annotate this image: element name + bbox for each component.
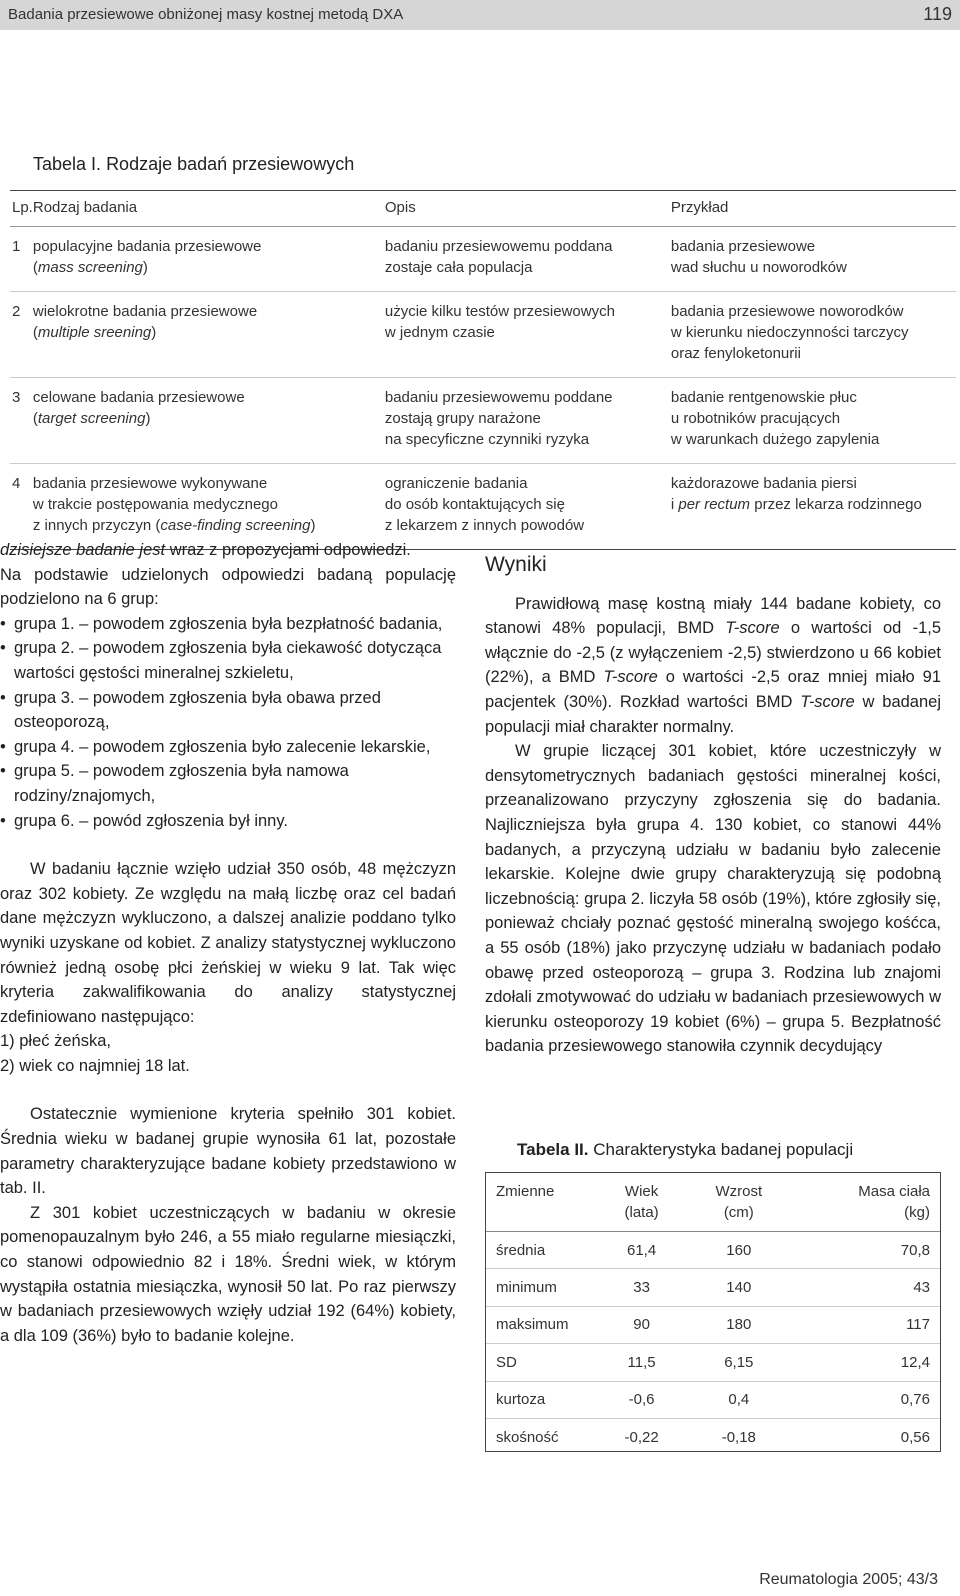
screening-types-table <box>10 190 956 550</box>
cell-mass: 70,8 <box>792 1232 940 1269</box>
row-example: badanie rentgenowskie płuc u robotników pracujących w warunkach dużego zapylenia <box>671 378 956 464</box>
cell-age: 90 <box>598 1306 685 1343</box>
table1-header-row <box>10 191 956 227</box>
table1-header-example: Przykład <box>671 191 956 227</box>
paragraph: W badaniu łącznie wzięło udział 350 osób, 48 mężczyzn oraz 302 kobiety. Ze względu na małą liczbę oraz cel badań dane mężczyzn wykluczono, a dalszej analizie poddano tylko wyniki uzyskane od kobiet. Z analizy statystycznej wykluczono również jedną osobę płci żeńskiej w wieku 9 lat. Tak więc kryteria zakwalifikowania do analizy statystycznej zdefiniowano następująco: <box>0 860 456 1026</box>
table2-caption-label: Tabela II. <box>517 1140 589 1159</box>
table-row <box>10 227 956 292</box>
table-row <box>10 464 956 550</box>
criterion: 2) wiek co najmniej 18 lat. <box>0 1056 190 1075</box>
table-row <box>10 378 956 464</box>
table1-caption <box>33 154 354 175</box>
table-row <box>486 1306 940 1343</box>
cell-age: -0,22 <box>624 1428 659 1446</box>
paragraph: Z 301 kobiet uczestniczących w badaniu w okresie pomenopauzalnym było 246, a 55 miało regularne miesiączki, co stanowi odpowiednio 82 i 18%. Średni wiek, w którym wystąpiła ostatnia miesiączka, wynosił 50 lat. Po raz pierwszy w badaniach przesiewowych wzięły udział 192 (64%) kobiety, a dla 109 (36%) było to badanie kolejne. <box>0 1203 456 1345</box>
running-header <box>0 0 960 30</box>
paragraph: Ostatecznie wymienione kryteria spełniło 301 kobiet. Średnia wieku w badanej grupie wynosiła 61 lat, pozostałe parametry charakteryzujące badane kobiety przedstawiono w tab. II. <box>0 1105 456 1198</box>
row-desc: badaniu przesiewowemu poddana zostaje cała populacja <box>385 227 671 292</box>
list-item: • grupa 4. – powodem zgłoszenia było zalecenie lekarskie, <box>0 735 456 760</box>
page-number: 119 <box>923 4 952 24</box>
row-example: każdorazowe badania piersi i per rectum przez lekarza rodzinnego <box>671 464 956 550</box>
list-item: • grupa 1. – powodem zgłoszenia była bezpłatność badania, <box>0 612 456 637</box>
table1-header-lp: Lp. <box>10 191 33 227</box>
groups-list <box>0 612 456 833</box>
row-type: celowane badania przesiewowe (target screening) <box>33 378 385 464</box>
row-lp: 1 <box>10 227 33 292</box>
population-table-box <box>485 1172 941 1452</box>
cell-age: -0,6 <box>598 1381 685 1418</box>
row-lp: 2 <box>10 292 33 378</box>
row-example: badania przesiewowe wad słuchu u noworodków <box>671 227 956 292</box>
paragraph: W grupie liczącej 301 kobiet, które uczestniczyły w densytometrycznych badaniach gęstości mineralnej kości, przeanalizowano przyczyny zgłoszenia się do badania. Najliczniejsza była grupa 4. 130 kobiet, co stanowi 44% badanych, a przyczyną udziału w badaniu było zalecenie lekarskie. Kolejne dwie grupy charakteryzują się podobną liczebnością: grupa 2. liczyła 58 osób (19%), które zgłosiły się, ponieważ chciały poznać gęstość mineralną swojego kośćca, a 55 osób (18%) jako przyczynę udziału w badaniach podało obawę przed osteoporozą – grupa 3. Rodzina lub znajomi zdołali zmotywować do udziału w badaniach przesiewowych w kierunku osteoporozy 19 kobiet (6%) – grupa 5. Bezpłatność badania przesiewowego stanowiła czynnik decydujący <box>485 742 941 1056</box>
table-row <box>486 1232 940 1269</box>
criterion: 1) płeć żeńska, <box>0 1032 111 1051</box>
row-desc: użycie kilku testów przesiewowych w jednym czasie <box>385 292 671 378</box>
right-column <box>485 553 941 1059</box>
row-label: skośność <box>496 1428 559 1446</box>
list-item: • grupa 2. – powodem zgłoszenia była ciekawość dotycząca wartości gęstości mineralnej szkieletu, <box>0 636 456 685</box>
table1-header-type: Rodzaj badania <box>33 191 385 227</box>
cell-mass: 43 <box>792 1269 940 1306</box>
table2-header-mass: Masa ciała (kg) <box>792 1173 940 1232</box>
list-item: • grupa 6. – powód zgłoszenia był inny. <box>0 809 456 834</box>
cell-mass: 12,4 <box>792 1344 940 1381</box>
section-heading: Wyniki <box>485 553 547 576</box>
row-type: badania przesiewowe wykonywane w trakcie postępowania medycznego z innych przyczyn (case-finding screening) <box>33 464 385 550</box>
cell-height: 0,4 <box>685 1381 792 1418</box>
running-title: Badania przesiewowe obniżonej masy kostnej metodą DXA <box>8 6 404 23</box>
row-lp: 3 <box>10 378 33 464</box>
row-label: maksimum <box>486 1306 598 1343</box>
left-column <box>0 538 456 1348</box>
cell-mass: 0,76 <box>792 1381 940 1418</box>
cell-age: 33 <box>598 1269 685 1306</box>
row-desc: ograniczenie badania do osób kontaktujących się z lekarzem z innych powodów <box>385 464 671 550</box>
row-example: badania przesiewowe noworodków w kierunku niedoczynności tarczycy oraz fenyloketonurii <box>671 292 956 378</box>
table1-caption-label: Tabela I. <box>33 154 102 174</box>
row-label: średnia <box>486 1232 598 1269</box>
table2-caption <box>517 1140 853 1160</box>
table2-header-row <box>486 1173 940 1232</box>
cell-height: 140 <box>685 1269 792 1306</box>
table1-header-desc: Opis <box>385 191 671 227</box>
table2-caption-text: Charakterystyka badanej populacji <box>593 1140 854 1159</box>
cell-height: -0,18 <box>721 1428 756 1446</box>
row-lp: 4 <box>10 464 33 550</box>
table-row <box>486 1381 940 1418</box>
type-line: populacyjne badania przesiewowe <box>32 238 262 255</box>
journal-footer: Reumatologia 2005; 43/3 <box>759 1571 938 1588</box>
paragraph: Prawidłową masę kostną miały 144 badane kobiety, co stanowi 48% populacji, BMD T-score o wartości od -1,5 włącznie do -2,5 (z wyłączeniem -2,5) stwierdzono u 66 kobiet (22%), a BMD T-score o wartości -2,5 oraz mniej miało 91 pacjentek (30%). Rozkład wartości BMD T-score w badanej populacji miał charakter normalny. <box>485 594 942 736</box>
table-row <box>486 1344 940 1381</box>
cell-age: 11,5 <box>598 1344 685 1381</box>
table2-header-height: Wzrost (cm) <box>685 1173 792 1232</box>
row-label: kurtoza <box>486 1381 598 1418</box>
cell-height: 6,15 <box>685 1344 792 1381</box>
table-row <box>486 1418 940 1455</box>
row-type: wielokrotne badania przesiewowe (multiple sreening) <box>33 292 385 378</box>
cell-mass: 117 <box>792 1306 940 1343</box>
paragraph: Na podstawie udzielonych odpowiedzi badaną populację podzielono na 6 grup: <box>0 565 456 609</box>
list-item: • grupa 3. – powodem zgłoszenia była obawa przed osteoporozą, <box>0 686 456 735</box>
row-label: minimum <box>486 1269 598 1306</box>
cell-height: 180 <box>685 1306 792 1343</box>
table1-caption-text: Rodzaje badań przesiewowych <box>106 154 355 174</box>
row-label: SD <box>486 1344 598 1381</box>
table-row <box>486 1269 940 1306</box>
table2-header-var: Zmienne <box>486 1173 598 1232</box>
cell-age: 61,4 <box>598 1232 685 1269</box>
row-type <box>33 227 385 292</box>
cell-height: 160 <box>685 1232 792 1269</box>
paragraph: dzisiejsze badanie jest wraz z propozycjami odpowiedzi. <box>0 541 411 559</box>
table2-header-age: Wiek (lata) <box>598 1173 685 1232</box>
row-desc: badaniu przesiewowemu poddane zostają grupy narażone na specyficzne czynniki ryzyka <box>385 378 671 464</box>
list-item: • grupa 5. – powodem zgłoszenia była namowa rodziny/znajomych, <box>0 759 456 808</box>
cell-mass: 0,56 <box>900 1428 930 1446</box>
population-table <box>486 1173 940 1456</box>
table-row <box>10 292 956 378</box>
type-line-english: (mass screening) <box>32 259 148 276</box>
